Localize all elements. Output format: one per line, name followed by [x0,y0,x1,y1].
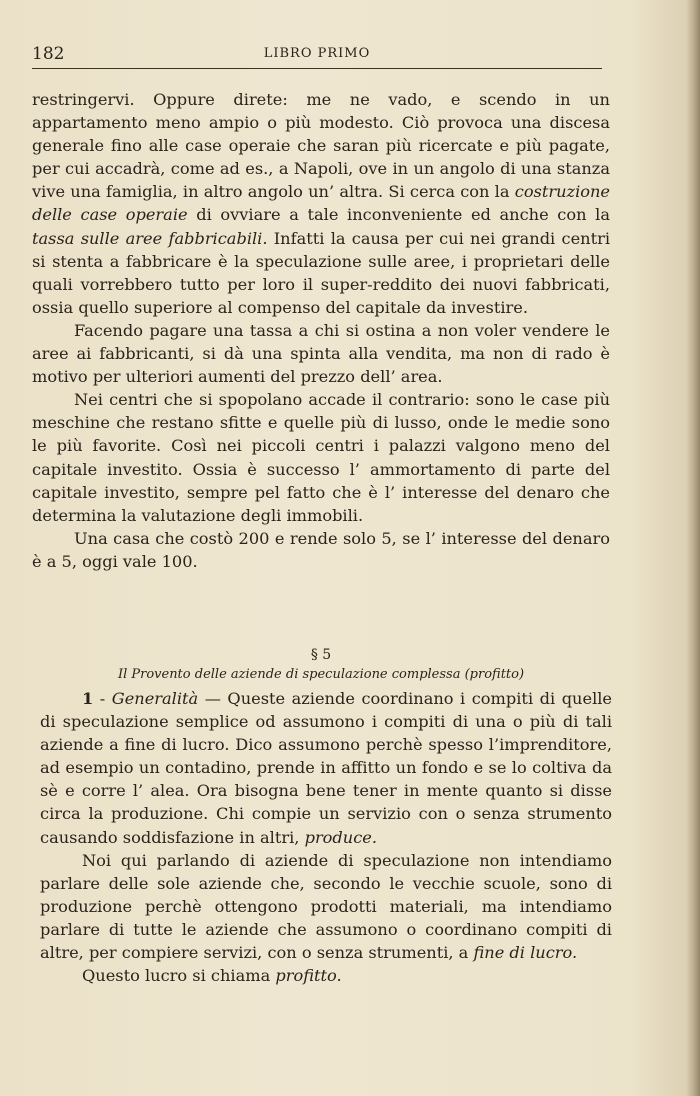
italic-phrase: profitto. [275,966,342,986]
text-run: di ovviare a tale inconveniente ed anche con la [187,205,610,225]
italic-phrase: fine di lucro. [473,943,578,963]
italic-phrase: produce. [304,827,378,847]
text-run: restringervi. Oppure direte: me ne vado, e scendo in un appartamento meno ampio o più modesto. Ciò provoca una discesa generale fino alle case operaie che saran più ricercate e più pagate, per cui accadrà, come ad es., a Napoli, ove in un angolo di una stanza vive una famiglia, in altro angolo un’ altra. Si cerca con la [32,90,610,202]
text-run: Noi qui parlando di aziende di speculazione non intendiamo parlare delle sole aziende che, secondo le vecchie scuole, sono di produzione perchè ottengono prodotti materiali, ma intendiamo parlare di tutte le aziende che assumono o coordinano compiti di altre, per compiere servizi, con o senza strumenti, a [40,850,612,963]
text-run: Infatti la causa per cui nei grandi centri si stenta a fabbricare è la speculazione sulle aree, i proprietari delle quali vorrebbero tutto per loro il super-reddito dei nuovi fabbricati, ossia quello superiore al compenso del capitale da investire. [32,228,610,317]
paragraph-1 [32,88,610,319]
paragraph-2: Facendo pagare una tassa a chi si ostina a non voler vendere le aree ai fabbricanti, si dà una spinta alla vendita, ma non di rado è motivo per ulteriori aumenti del prezzo dell’ area. [32,320,610,387]
paragraph-7 [40,964,612,987]
text-run: Questo lucro si chiama [82,966,276,986]
running-head: LIBRO PRIMO [263,46,371,61]
section-heading [32,646,610,684]
page-header [32,42,602,68]
item-label: Generalità [111,689,199,708]
page-edge-shadow [686,0,700,1096]
paragraph-6 [40,849,612,964]
paragraph-4: Una casa che costò 200 e rende solo 5, se l’ interesse del denaro è a 5, oggi vale 100. [32,528,610,571]
page-number: 182 [32,44,65,64]
section-mark: § 5 [310,647,332,663]
italic-phrase: tassa sulle aree fabbricabili. [32,228,268,248]
paragraph-3: Nei centri che si spopolano accade il contrario: sono le case più meschine che restano sfitte e quelle più di lusso, onde le medie sono le più favorite. Così nei piccoli centri i palazzi valgono meno del capitale investito. Ossia è successo l’ ammortamento di parte del capitale investito, sempre pel fatto che è l’ interesse del denaro che determina la valutazione degli immobili. [32,390,610,525]
body-text [32,88,610,573]
text-run: - [93,689,112,708]
italic-phrase: costruzione delle case operaie [32,182,610,225]
header-rule [32,68,602,69]
section-title: Il Provento delle aziende di speculazione complessa (profitto) [117,667,525,682]
text-run: — Queste aziende coordinano i compiti di quelle di speculazione semplice od assumono i compiti di una o più di tali aziende a fine di lucro. Dico assumono perchè spesso l’imprenditore, ad esempio un contadino, prende in affitto un fondo e se lo coltiva da sè e corre l’ alea. Ora bisogna bene tener in mente quanto si disse circa la produzione. Chi compie un servizio con o senza strumento causando soddisfazione in altri, [40,689,612,847]
item-number: 1 [82,689,94,708]
section-body [40,687,612,987]
paragraph-5 [40,687,612,849]
